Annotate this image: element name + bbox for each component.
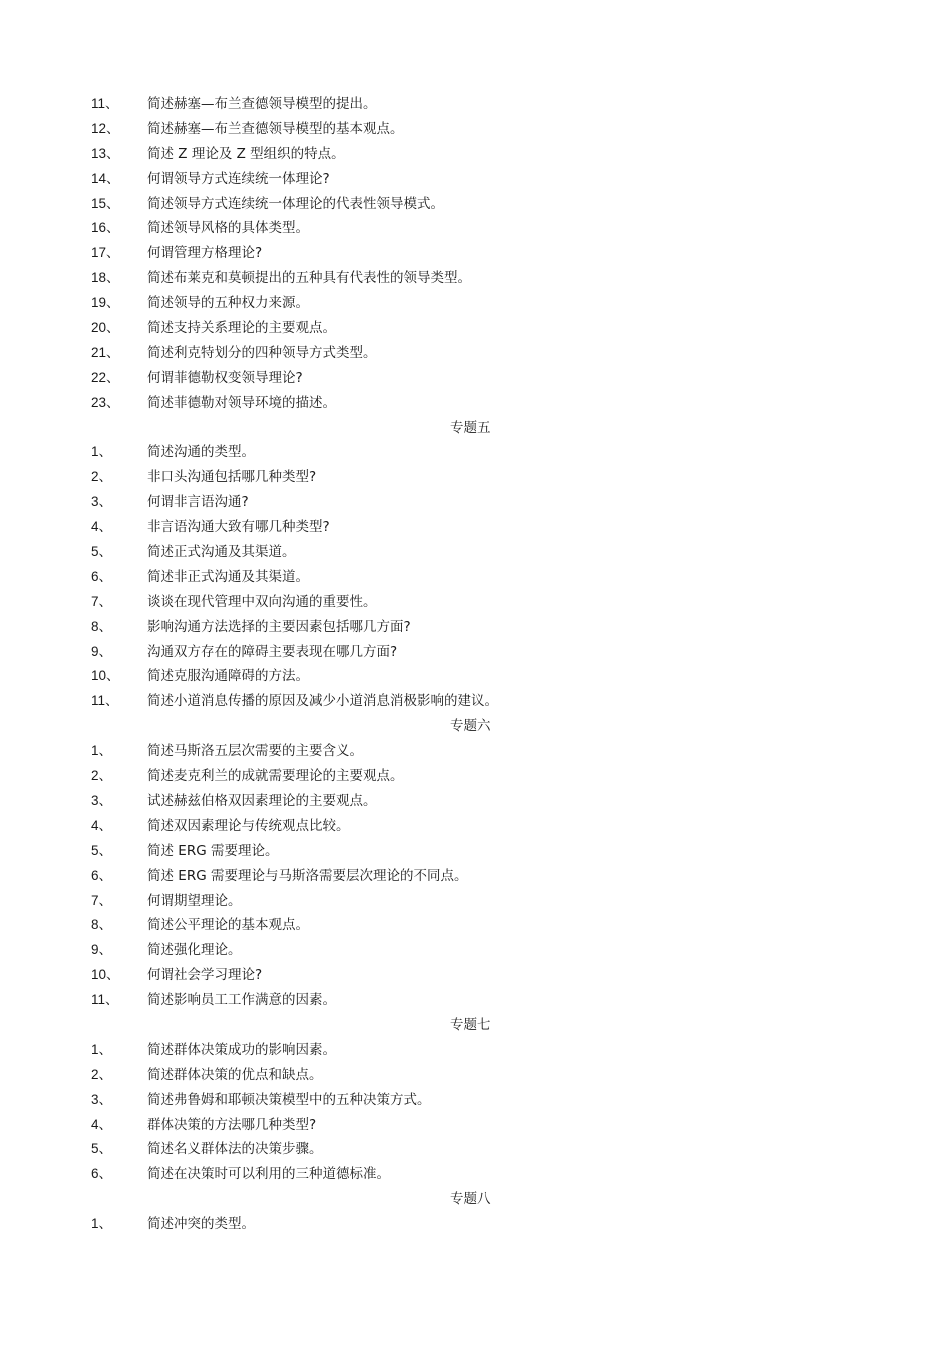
question-item (0, 167, 950, 192)
section-heading-text: 专题七 (450, 1016, 491, 1033)
question-text: 何谓管理方格理论? (147, 245, 263, 262)
question-text: 简述麦克利兰的成就需要理论的主要观点。 (147, 768, 404, 785)
question-number: 6、 (91, 568, 113, 584)
question-text: 简述影响员工工作满意的因素。 (147, 992, 336, 1009)
question-number: 22、 (91, 369, 120, 385)
question-item (0, 988, 950, 1013)
question-item (0, 1212, 950, 1237)
question-text: 简述非正式沟通及其渠道。 (147, 568, 309, 585)
question-text: 何谓菲德勒权变领导理论? (147, 369, 303, 386)
question-text: 简述小道消息传播的原因及减少小道消息消极影响的建议。 (147, 693, 498, 710)
question-number: 20、 (91, 320, 120, 336)
question-text: 简述赫塞—布兰查德领导模型的提出。 (147, 96, 377, 112)
question-number: 6、 (91, 1166, 113, 1182)
question-number: 5、 (91, 544, 113, 560)
question-text: 简述弗鲁姆和耶顿决策模型中的五种决策方式。 (147, 1091, 431, 1108)
question-number: 4、 (91, 817, 113, 833)
question-item (0, 391, 950, 416)
question-text: 简述 ERG 需要理论。 (147, 842, 279, 859)
section-heading-text: 专题八 (450, 1191, 491, 1208)
question-item (0, 1063, 950, 1088)
question-number: 15、 (91, 195, 120, 211)
question-text: 简述冲突的类型。 (147, 1216, 255, 1233)
question-text: 简述 Z 理论及 Z 型组织的特点。 (147, 145, 345, 162)
question-text: 简述马斯洛五层次需要的主要含义。 (147, 743, 363, 760)
question-item (0, 266, 950, 291)
question-text: 简述利克特划分的四种领导方式类型。 (147, 344, 377, 361)
question-item (0, 515, 950, 540)
question-text: 试述赫兹伯格双因素理论的主要观点。 (147, 792, 377, 809)
question-number: 6、 (91, 867, 113, 883)
question-number: 13、 (91, 145, 120, 161)
question-item (0, 839, 950, 864)
question-text: 简述领导方式连续统一体理论的代表性领导模式。 (147, 195, 444, 212)
question-text: 沟通双方存在的障碍主要表现在哪几方面? (147, 643, 398, 660)
question-number: 3、 (91, 1091, 113, 1107)
question-text: 简述领导的五种权力来源。 (147, 295, 309, 312)
question-number: 1、 (91, 743, 113, 759)
question-item (0, 1162, 950, 1187)
document-page (0, 92, 950, 1237)
section-heading-text: 专题六 (450, 718, 491, 735)
question-text: 非口头沟通包括哪几种类型? (147, 469, 317, 486)
question-item (0, 316, 950, 341)
question-item (0, 1137, 950, 1162)
question-item (0, 913, 950, 938)
question-item (0, 739, 950, 764)
question-item (0, 963, 950, 988)
question-item (0, 440, 950, 465)
question-number: 17、 (91, 245, 120, 261)
question-text: 简述沟通的类型。 (147, 444, 255, 461)
question-item (0, 565, 950, 590)
question-text: 何谓非言语沟通? (147, 494, 249, 511)
question-number: 8、 (91, 618, 113, 634)
question-text: 简述菲德勒对领导环境的描述。 (147, 394, 336, 411)
question-number: 2、 (91, 768, 113, 784)
question-number: 21、 (91, 344, 120, 360)
question-text: 简述强化理论。 (147, 942, 242, 959)
question-number: 11、 (91, 693, 119, 709)
question-item (0, 216, 950, 241)
question-number: 2、 (91, 469, 113, 485)
question-number: 9、 (91, 942, 113, 958)
question-number: 5、 (91, 1141, 113, 1157)
question-number: 9、 (91, 643, 113, 659)
question-text: 简述赫塞—布兰查德领导模型的基本观点。 (147, 120, 404, 137)
question-text: 何谓期望理论。 (147, 892, 242, 909)
question-item (0, 341, 950, 366)
question-item (0, 540, 950, 565)
question-number: 2、 (91, 1066, 113, 1082)
question-number: 18、 (91, 270, 120, 286)
question-item (0, 92, 950, 117)
question-text: 简述群体决策的优点和缺点。 (147, 1066, 323, 1083)
question-number: 5、 (91, 842, 113, 858)
question-item (0, 490, 950, 515)
question-item (0, 117, 950, 142)
question-item (0, 1113, 950, 1138)
question-text: 简述双因素理论与传统观点比较。 (147, 817, 350, 834)
question-item (0, 664, 950, 689)
question-number: 14、 (91, 170, 120, 186)
question-text: 影响沟通方法选择的主要因素包括哪几方面? (147, 618, 411, 635)
question-item (0, 1038, 950, 1063)
section-heading-text: 专题五 (450, 419, 491, 436)
question-text: 简述 ERG 需要理论与马斯洛需要层次理论的不同点。 (147, 867, 468, 884)
question-number: 11、 (91, 992, 119, 1008)
question-text: 群体决策的方法哪几种类型? (147, 1116, 317, 1133)
question-number: 23、 (91, 394, 120, 410)
question-item (0, 764, 950, 789)
question-text: 简述名义群体法的决策步骤。 (147, 1141, 323, 1158)
question-item (0, 1088, 950, 1113)
question-text: 简述公平理论的基本观点。 (147, 917, 309, 934)
question-item (0, 465, 950, 490)
question-item (0, 142, 950, 167)
question-item (0, 814, 950, 839)
question-number: 19、 (91, 295, 120, 311)
question-item (0, 938, 950, 963)
question-text: 简述克服沟通障碍的方法。 (147, 668, 309, 685)
question-number: 16、 (91, 220, 120, 236)
question-number: 11、 (91, 96, 119, 111)
question-item (0, 640, 950, 665)
question-text: 简述群体决策成功的影响因素。 (147, 1041, 336, 1058)
question-number: 10、 (91, 668, 120, 684)
section-heading (0, 416, 950, 441)
question-text: 谈谈在现代管理中双向沟通的重要性。 (147, 593, 377, 610)
question-item (0, 291, 950, 316)
question-number: 3、 (91, 494, 113, 510)
question-number: 4、 (91, 519, 113, 535)
question-item (0, 689, 950, 714)
section-heading (0, 714, 950, 739)
question-number: 7、 (91, 593, 113, 609)
section-heading (0, 1013, 950, 1038)
question-item (0, 615, 950, 640)
question-number: 12、 (91, 120, 120, 136)
question-text: 简述在决策时可以利用的三种道德标准。 (147, 1166, 390, 1183)
question-item (0, 864, 950, 889)
question-item (0, 192, 950, 217)
question-text: 非言语沟通大致有哪几种类型? (147, 519, 330, 536)
question-number: 1、 (91, 444, 113, 460)
question-item (0, 590, 950, 615)
question-number: 8、 (91, 917, 113, 933)
question-text: 简述支持关系理论的主要观点。 (147, 320, 336, 337)
question-text: 简述正式沟通及其渠道。 (147, 544, 296, 561)
question-number: 10、 (91, 967, 120, 983)
question-item (0, 366, 950, 391)
question-item (0, 889, 950, 914)
question-number: 1、 (91, 1216, 113, 1232)
question-number: 1、 (91, 1041, 113, 1057)
section-heading (0, 1187, 950, 1212)
question-text: 何谓领导方式连续统一体理论? (147, 170, 330, 187)
question-text: 何谓社会学习理论? (147, 967, 263, 984)
question-item (0, 789, 950, 814)
question-text: 简述领导风格的具体类型。 (147, 220, 309, 237)
question-item (0, 241, 950, 266)
question-number: 4、 (91, 1116, 113, 1132)
question-number: 3、 (91, 792, 113, 808)
question-text: 简述布莱克和莫顿提出的五种具有代表性的领导类型。 (147, 270, 471, 287)
question-number: 7、 (91, 892, 113, 908)
